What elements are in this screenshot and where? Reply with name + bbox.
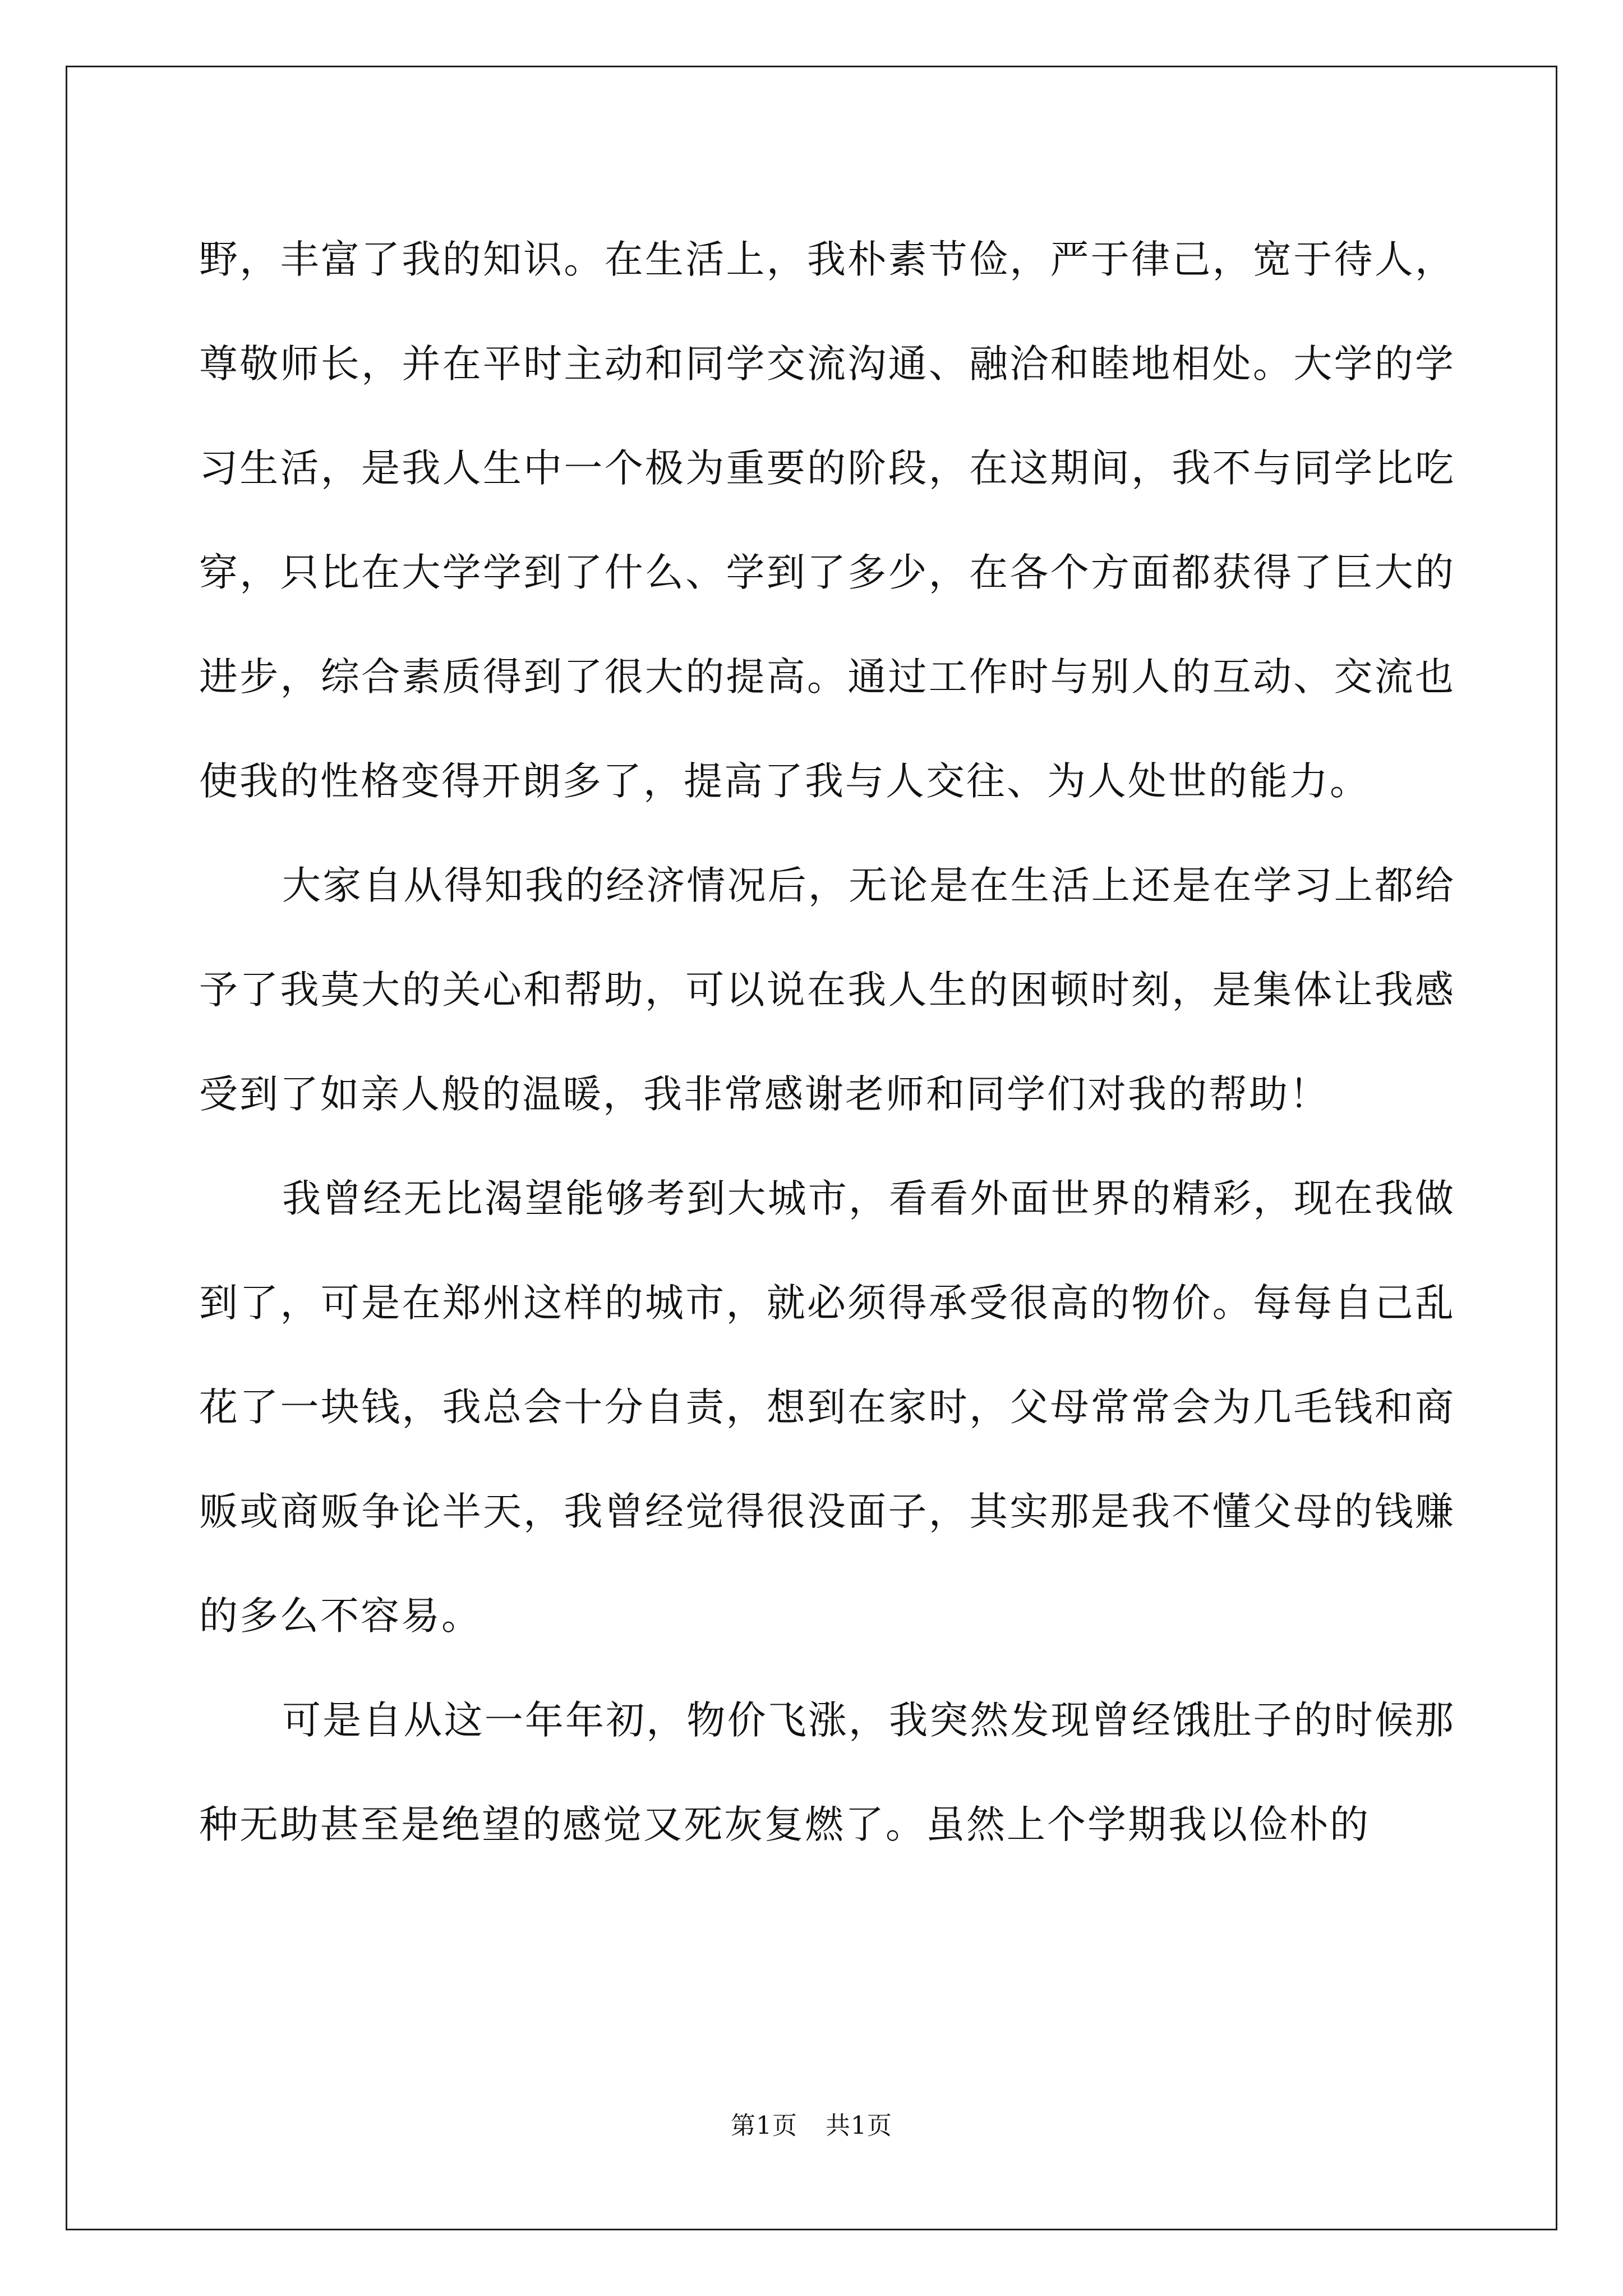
paragraph-4: 可是自从这一年年初，物价飞涨，我突然发现曾经饿肚子的时候那种无助甚至是绝望的感觉又死灰复燃了。虽然上个学期我以俭朴的: [199, 1698, 1455, 1847]
document-body: [199, 208, 1455, 1877]
page-footer: [0, 2109, 1623, 2143]
paragraph-2: 大家自从得知我的经济情况后，无论是在生活上还是在学习上都给予了我莫大的关心和帮助，可以说在我人生的困顿时刻，是集体让我感受到了如亲人般的温暖，我非常感谢老师和同学们对我的帮助！: [199, 863, 1455, 1117]
page-number-current: 第1页: [731, 2111, 797, 2140]
paragraph-1: 野，丰富了我的知识。在生活上，我朴素节俭，严于律己，宽于待人，尊敬师长，并在平时主动和同学交流沟通、融洽和睦地相处。大学的学习生活，是我人生中一个极为重要的阶段，在这期间，我不与同学比吃穿，只比在大学学到了什么、学到了多少，在各个方面都获得了巨大的进步，综合素质得到了很大的提高。通过工作时与别人的互动、交流也使我的性格变得开朗多了，提高了我与人交往、为人处世的能力。: [199, 237, 1455, 804]
page-number-total: 共1页: [826, 2111, 892, 2140]
paragraph-3: 我曾经无比渴望能够考到大城市，看看外面世界的精彩，现在我做到了，可是在郑州这样的城市，就必须得承受很高的物价。每每自己乱花了一块钱，我总会十分自责，想到在家时，父母常常会为几毛钱和商贩或商贩争论半天，我曾经觉得很没面子，其实那是我不懂父母的钱赚的多么不容易。: [199, 1176, 1455, 1639]
